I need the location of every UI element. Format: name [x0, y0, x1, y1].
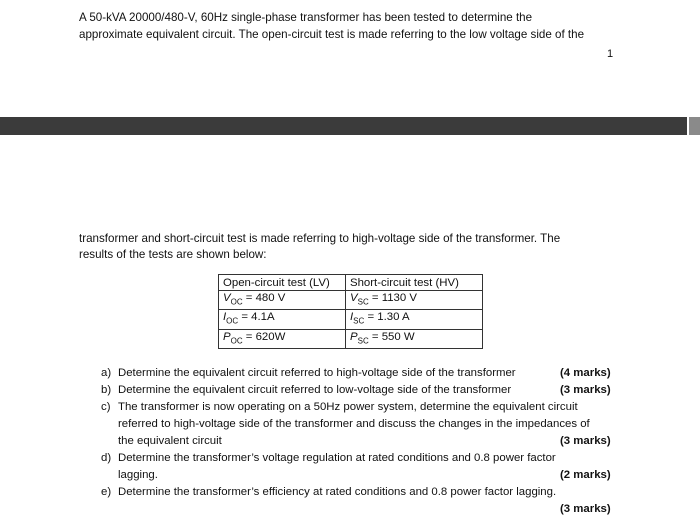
- question-d: [101, 451, 556, 466]
- question-text: The transformer is now operating on a 50Hz power system, determine the equivalent circuit: [118, 401, 578, 413]
- header-short-circuit: Short-circuit test (HV): [346, 275, 483, 291]
- marks-c: (3 marks): [560, 435, 611, 447]
- question-label: c): [101, 401, 111, 413]
- question-text: Determine the transformer’s efficiency at rated conditions and 0.8 power factor lagging.: [118, 486, 557, 498]
- table-row: [219, 329, 483, 348]
- question-text: Determine the equivalent circuit referred to low-voltage side of the transformer: [118, 384, 512, 396]
- cell-vsc: $V_{SC} = 1130$ V: [346, 291, 483, 310]
- question-text: Determine the equivalent circuit referred to high-voltage side of the transformer: [118, 367, 516, 379]
- cell-ioc: $I_{OC} = 4.1A$: [219, 310, 346, 329]
- table-row: [219, 310, 483, 329]
- table-row: [219, 291, 483, 310]
- question-label: a): [101, 367, 112, 379]
- cell-psc: $P_{SC} = 550$ W: [346, 329, 483, 348]
- question-c: [101, 400, 578, 415]
- test-results-table: [218, 274, 483, 349]
- question-label: b): [101, 384, 112, 396]
- page-break-bar: [0, 117, 687, 135]
- question-e: [101, 485, 556, 500]
- marks-d: (2 marks): [560, 469, 611, 481]
- page-number: 1: [607, 48, 614, 60]
- cell-isc: $I_{SC} = 1.30$ A: [346, 310, 483, 329]
- cell-voc: $V_{OC} = 480$ V: [219, 291, 346, 310]
- scrollbar-thumb: [689, 117, 700, 135]
- question-label: e): [101, 486, 112, 498]
- question-c-line-2: referred to high-voltage side of the transformer and discuss the changes in the impedances of: [118, 418, 590, 430]
- question-c-line-3: the equivalent circuit: [118, 435, 222, 447]
- intro-line-1: A 50-kVA 20000/480-V, 60Hz single-phase transformer has been tested to determine the: [79, 11, 533, 24]
- intro-line-2: approximate equivalent circuit. The open-circuit test is made referring to the low voltage side of the: [79, 28, 585, 41]
- marks-a: (4 marks): [560, 367, 611, 379]
- question-text: Determine the transformer’s voltage regulation at rated conditions and 0.8 power factor: [118, 452, 556, 464]
- question-b: [101, 383, 511, 398]
- question-label: d): [101, 452, 112, 464]
- header-open-circuit: Open-circuit test (LV): [219, 275, 346, 291]
- question-a: [101, 366, 516, 381]
- table-header-row: [219, 275, 483, 291]
- cell-poc: $P_{OC} = 620W$: [219, 329, 346, 348]
- continuation-line-1: transformer and short-circuit test is made referring to high-voltage side of the transformer. The: [79, 232, 561, 245]
- question-d-line-2: lagging.: [118, 469, 158, 481]
- marks-b: (3 marks): [560, 384, 611, 396]
- marks-e: (3 marks): [560, 503, 611, 515]
- continuation-line-2: results of the tests are shown below:: [79, 248, 267, 261]
